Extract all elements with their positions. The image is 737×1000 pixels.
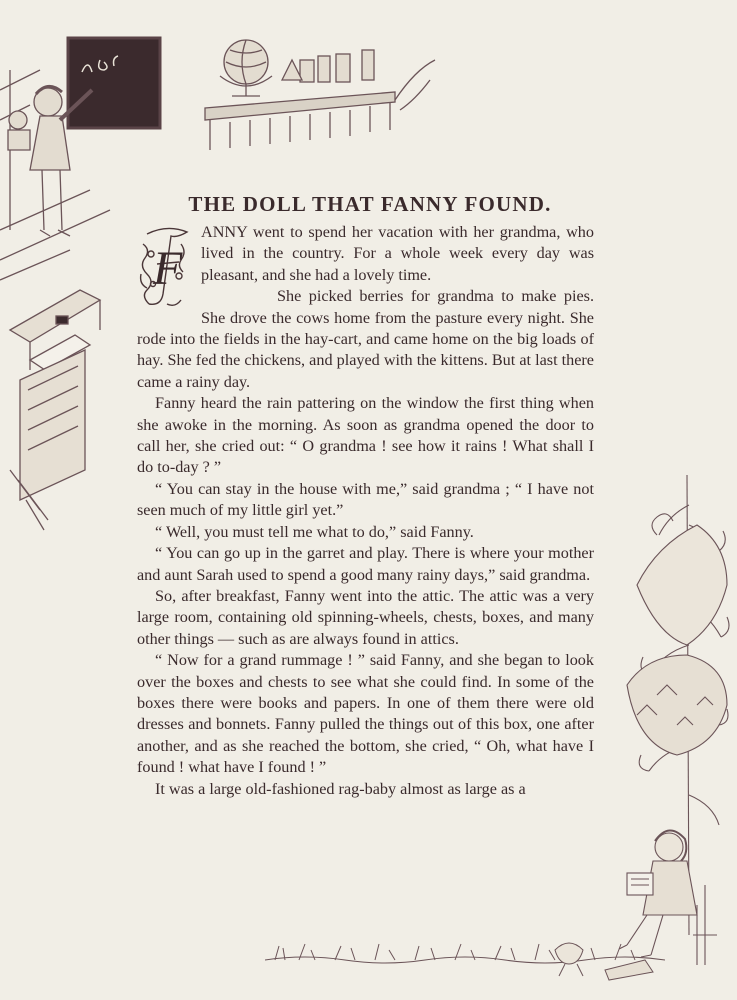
paragraph: She picked berries for grandma to make pies. She drove the cows home from the pasture every night. She rode into the fields in the hay-cart, and came home on the big loads of hay. She fed the chickens, and played with the kittens. But at last there came a rainy day. (137, 287, 594, 391)
paragraph: So, after breakfast, Fanny went into the attic. The attic was a very large room, containing old spinning-wheels, chests, boxes, and many other things — such as are always found in attics. (137, 586, 594, 648)
paragraph: “ Well, you must tell me what to do,” said Fanny. (155, 522, 474, 541)
paragraph: “ You can stay in the house with me,” said grandma ; “ I have not seen much of my little girl yet.” (137, 479, 594, 520)
paragraph: “ You can go up in the garret and play. There is where your mother and aunt Sarah used to spend a good many rainy days,” said grandma. (137, 544, 594, 584)
garden-illustration (597, 465, 737, 985)
page-title: THE DOLL THAT FANNY FOUND. (188, 192, 552, 217)
svg-text:F: F (153, 242, 183, 295)
paragraph: Fanny heard the rain pattering on the window the first thing when she awoke in the morning. As soon as grandma opened the door to call her, she cried out: “ O grandma ! see how it rains ! What shall I do to-day ? ” (137, 394, 594, 477)
paragraph: F ANNY went to spend her vacation with her grandma, who lived in the country. For a whole week every day was pleasant, and she had a lovely time. (137, 222, 594, 286)
ornate-dropcap-icon (137, 224, 195, 310)
paragraph: “ Now for a grand rummage ! ” said Fanny, and she began to look over the boxes and chests to see what she could find. In some of the boxes there were books and papers. In one of them there were old dresses and bonnets. Fanny pulled the things out of this box, one after another, and as she reached the bottom, she cried, “ Oh, what have I found ! what have I found ! ” (137, 651, 594, 777)
grass-illustration (265, 920, 665, 985)
story-text (137, 222, 594, 800)
paragraph: It was a large old-fashioned rag-baby almost as large as a (155, 779, 526, 798)
